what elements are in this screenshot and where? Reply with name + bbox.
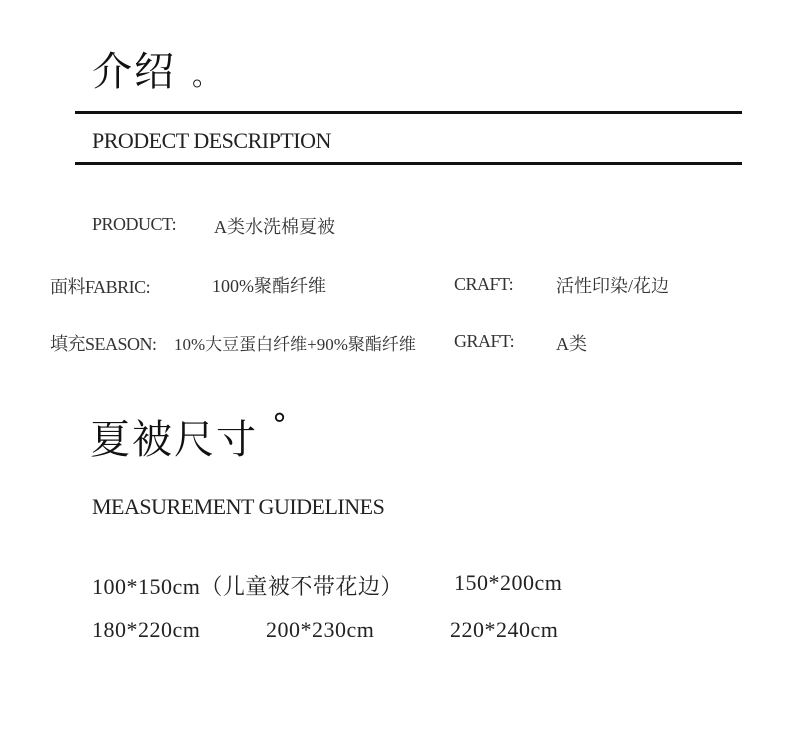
fabric-value: 100%聚酯纤维: [212, 276, 326, 296]
size-item: 220*240cm: [450, 617, 559, 642]
fabric-label: 面料FABRIC:: [50, 277, 151, 297]
bottom-rule: [75, 162, 742, 165]
size-item: 200*230cm: [266, 617, 375, 642]
craft-label: CRAFT:: [454, 274, 514, 294]
size-item: 150*200cm: [454, 570, 563, 595]
product-value: A类水洗棉夏被: [214, 217, 335, 237]
season-label: 填充SEASON:: [50, 334, 157, 354]
graft-label: GRAFT:: [454, 331, 515, 351]
sizes-title: 夏被尺寸: [90, 417, 258, 463]
intro-title: 介绍: [92, 49, 176, 95]
size-item: 180*220cm: [92, 617, 201, 642]
top-rule: [75, 111, 742, 114]
sizes-subtitle: MEASUREMENT GUIDELINES: [92, 494, 385, 519]
craft-value: 活性印染/花边: [556, 276, 670, 296]
graft-value: A类: [556, 334, 587, 354]
intro-subtitle: PRODECT DESCRIPTION: [92, 128, 331, 153]
product-label: PRODUCT:: [92, 214, 177, 234]
size-item: 100*150cm（儿童被不带花边）: [92, 574, 403, 599]
sizes-title-mark: °: [272, 408, 287, 443]
season-value: 10%大豆蛋白纤维+90%聚酯纤维: [174, 335, 416, 354]
intro-title-mark: 。: [192, 59, 221, 92]
